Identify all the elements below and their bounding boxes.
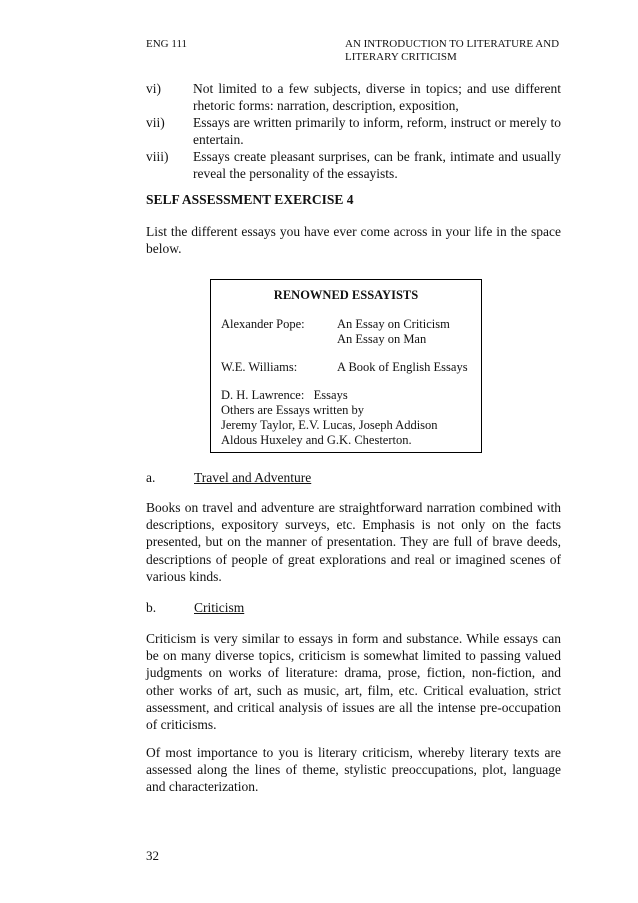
body-paragraph: Books on travel and adventure are straightforward narration combined with descriptions, expository surveys, etc. Emphasis is not only on the facts presented, but on the manner of presentation. They are full of brave deeds, descriptions of people of great explorations and real or imagined scenes of various kinds. [146, 500, 561, 584]
essayist-author: W.E. Williams: [221, 360, 298, 374]
essay-title: A Book of English Essays [337, 360, 468, 374]
list-item-text: Essays create pleasant surprises, can be frank, intimate and usually reveal the personality of the essayists. [193, 149, 561, 182]
essayist-line: Others are Essays written by [221, 403, 365, 417]
essayist-line: Jeremy Taylor, E.V. Lucas, Joseph Addison [221, 418, 438, 432]
list-item [146, 80, 561, 114]
section-letter: a. [146, 470, 156, 485]
exercise-heading: SELF ASSESSMENT EXERCISE 4 [146, 192, 354, 207]
section-letter: b. [146, 600, 157, 615]
list-item-number: viii) [146, 149, 169, 164]
essayist-author: Alexander Pope: [221, 317, 305, 331]
list-item-text: Not limited to a few subjects, diverse in topics; and use different rhetoric forms: narration, description, exposition, [193, 81, 561, 114]
list-item [146, 148, 561, 182]
list-item-number: vii) [146, 115, 165, 130]
essay-title: An Essay on Criticism [337, 317, 450, 331]
body-paragraph: Of most importance to you is literary criticism, whereby literary texts are assessed along the lines of theme, stylistic preoccupations, plot, language and characterization. [146, 745, 561, 795]
essay-title: An Essay on Man [337, 332, 427, 346]
list-item-number: vi) [146, 81, 161, 96]
section-title: Criticism [194, 600, 245, 615]
essayist-line: D. H. Lawrence: Essays [221, 388, 348, 402]
page-number: 32 [146, 848, 159, 863]
essayists-box-title: RENOWNED ESSAYISTS [273, 288, 419, 302]
list-item-text: Essays are written primarily to inform, reform, instruct or merely to entertain. [193, 115, 561, 148]
list-item [146, 114, 561, 148]
essayists-box [210, 279, 482, 453]
body-paragraph: Criticism is very similar to essays in form and substance. While essays can be on many diverse topics, criticism is somewhat limited to passing valued judgments on works of literature: drama, prose, fiction, non-fiction, and other works of art, such as music, art, film, etc. Critical evaluation, strict assessment, and critical analysis of issues are all the intense pre-occupation of criticisms. [146, 631, 561, 733]
exercise-instructions: List the different essays you have ever come across in your life in the space below. [146, 224, 561, 257]
header-course-code: ENG 111 [146, 38, 188, 50]
section-title: Travel and Adventure [194, 470, 312, 485]
essayist-line: Aldous Huxeley and G.K. Chesterton. [221, 433, 412, 447]
header-course-title: AN INTRODUCTION TO LITERATURE AND LITERARY CRITICISM [345, 38, 560, 63]
